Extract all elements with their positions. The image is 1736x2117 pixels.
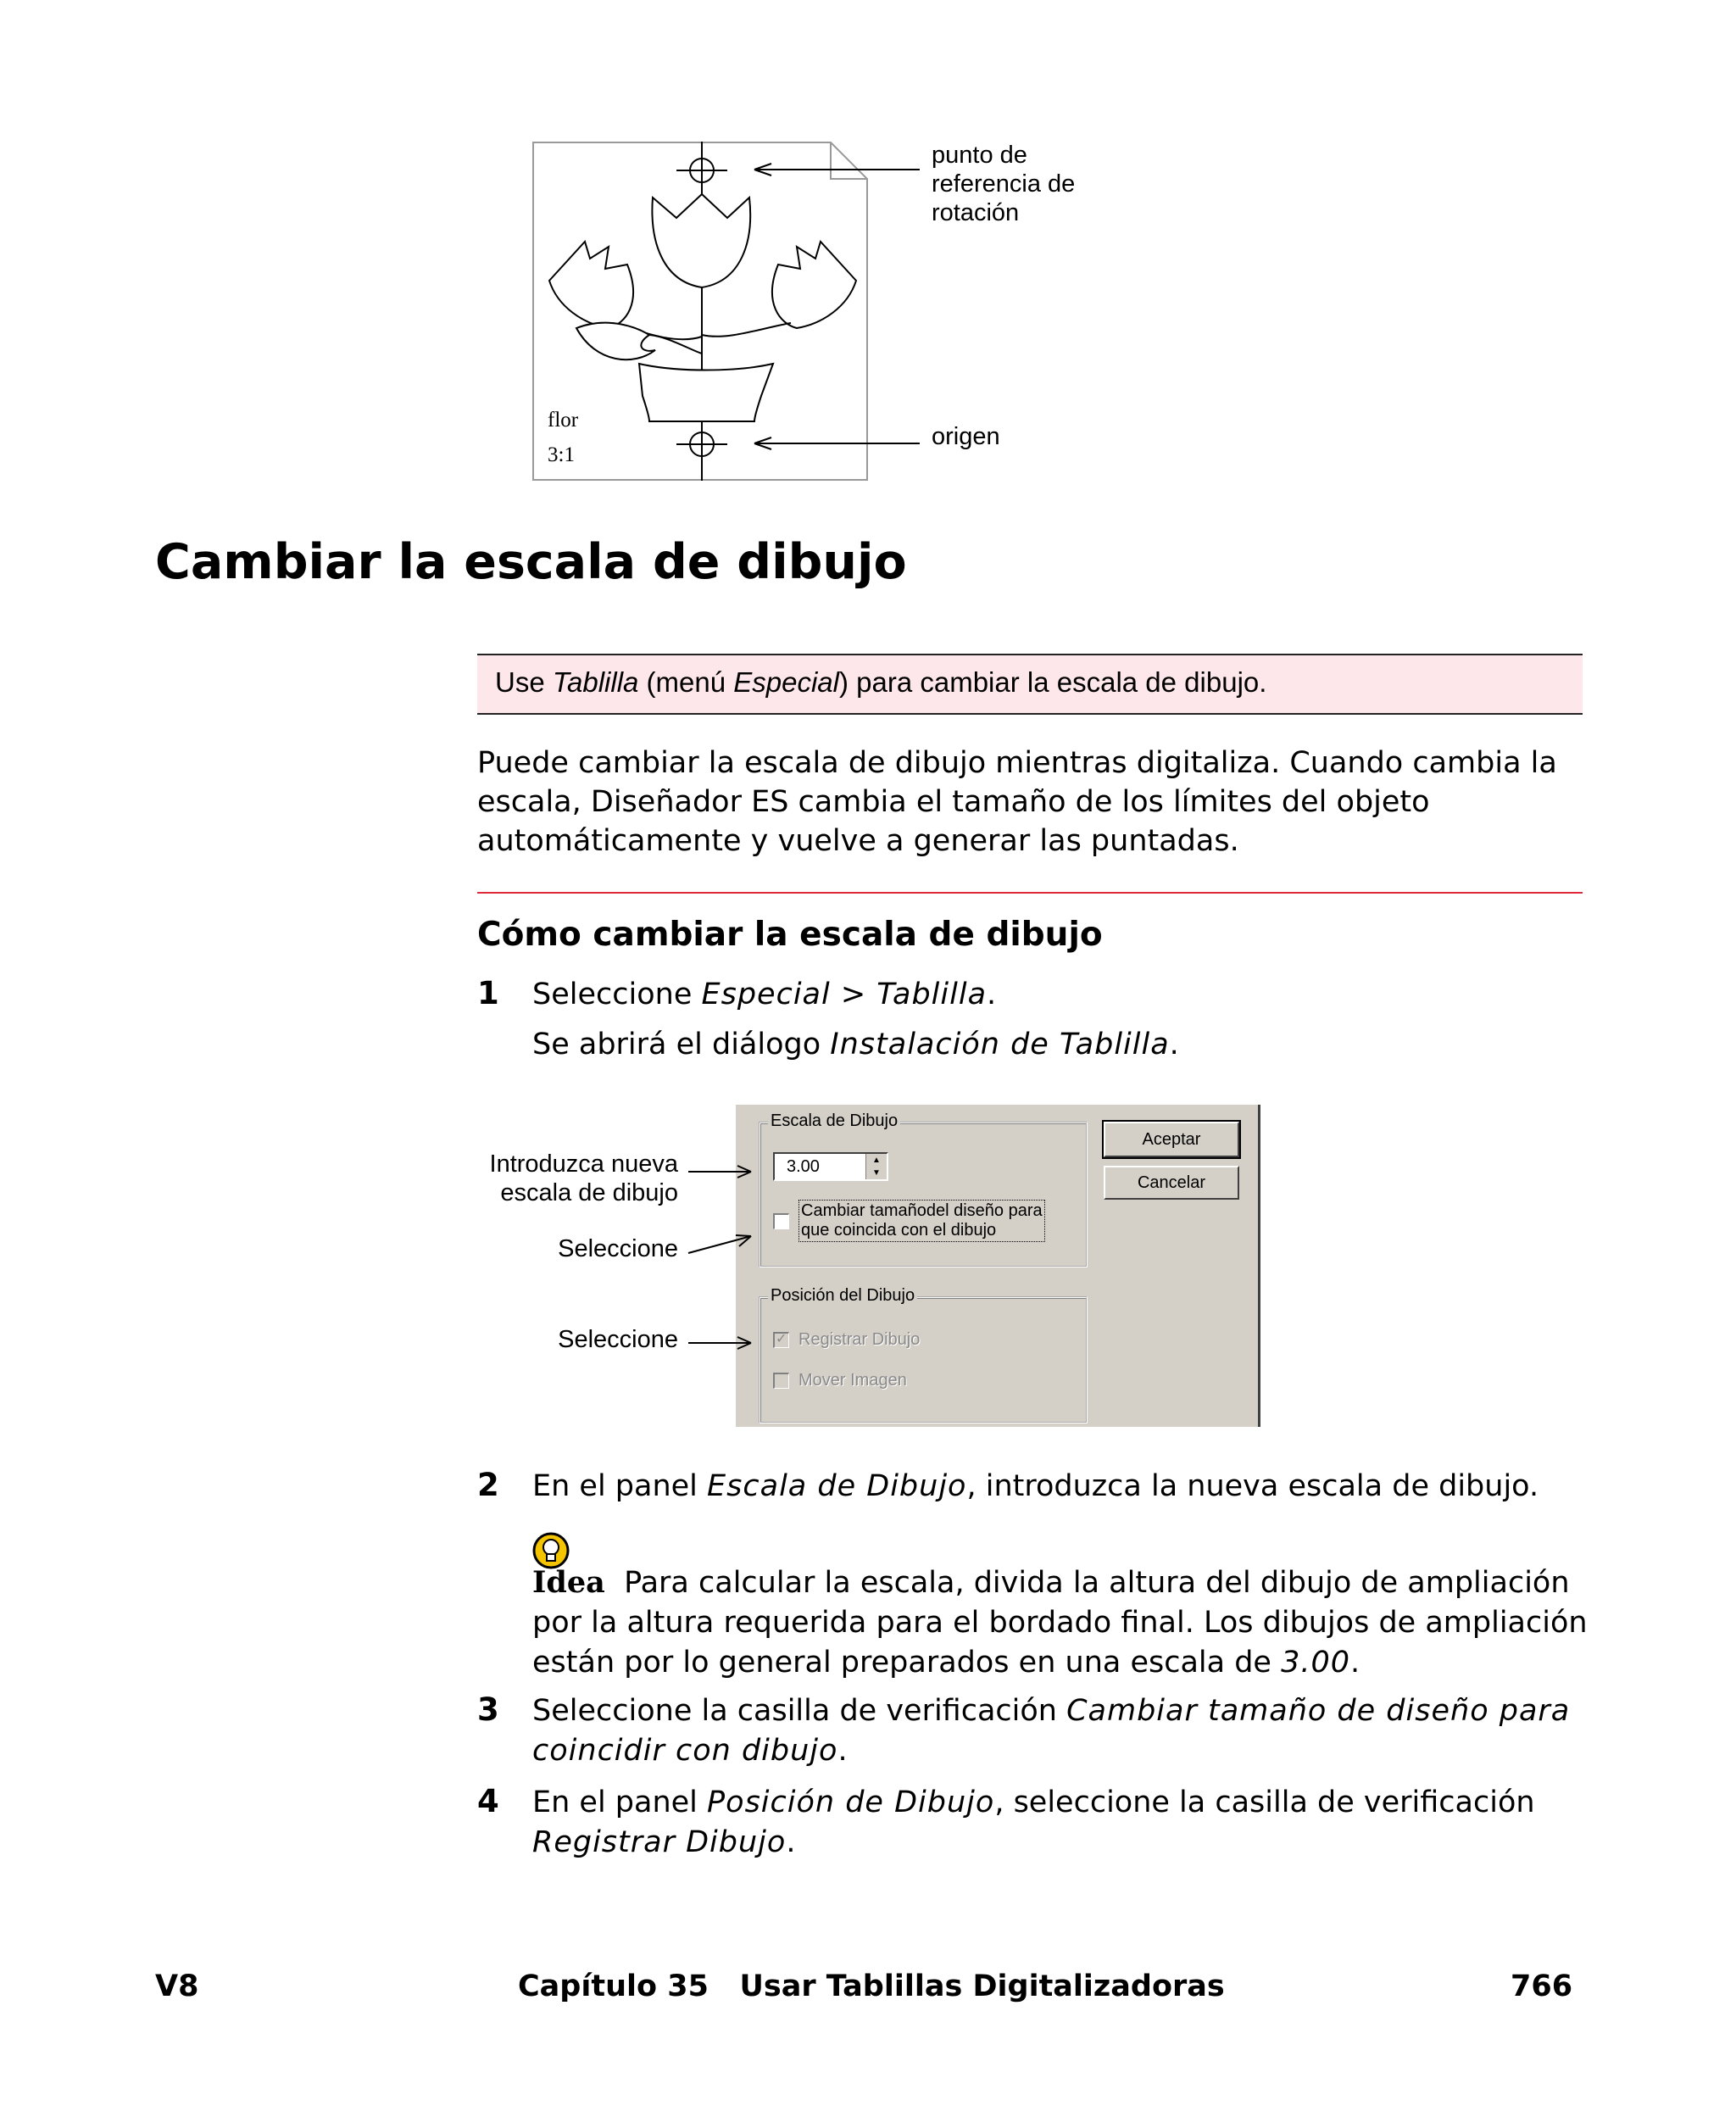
step-result-pre: Se abrirá el diálogo xyxy=(532,1028,831,1061)
step-number: 4 xyxy=(477,1783,499,1819)
step-result-post: . xyxy=(1169,1028,1179,1061)
tip-label: Idea xyxy=(532,1565,605,1600)
tip-paragraph xyxy=(532,1563,1592,1683)
step-text xyxy=(532,1467,1600,1507)
spin-up-icon[interactable]: ▲ xyxy=(865,1154,887,1167)
step-text xyxy=(532,975,1600,1015)
checkmark-icon: ✓ xyxy=(776,1332,787,1346)
shortcut-prefix: Use xyxy=(495,666,553,698)
resize-label-line-1: Cambiar tamañodel diseño para xyxy=(801,1201,1043,1220)
resize-label-line-2: que coincida con el dibujo xyxy=(801,1221,997,1240)
figure-label-arrows xyxy=(746,157,924,454)
move-image-label[interactable]: Mover Imagen xyxy=(798,1371,907,1390)
step-text xyxy=(532,1691,1592,1771)
position-group xyxy=(759,1296,1088,1423)
tablet-setup-dialog xyxy=(736,1105,1260,1427)
step-text-em: Especial > Tablilla xyxy=(701,978,988,1011)
howto-title: Cómo cambiar la escala de dibujo xyxy=(477,916,1103,954)
step-text-pre: En el panel xyxy=(532,1469,708,1503)
step-number: 3 xyxy=(477,1691,499,1728)
shortcut-middle: (menú xyxy=(638,666,734,698)
step-number: 1 xyxy=(477,975,499,1011)
shortcut-tool: Tablilla xyxy=(552,666,639,698)
callout-enter-scale xyxy=(475,1150,678,1207)
callout-select-resize: Seleccione xyxy=(558,1235,678,1262)
section-divider xyxy=(477,892,1583,894)
figure-caption-scale: 3:1 xyxy=(548,443,575,466)
cancel-button[interactable]: Cancelar xyxy=(1104,1166,1239,1200)
tip-text-em: 3.00 xyxy=(1281,1646,1351,1680)
step-text-pre: En el panel xyxy=(532,1786,708,1819)
step-text-post: , seleccione la casilla de verificación xyxy=(994,1786,1535,1819)
rotation-reference-label xyxy=(932,141,1075,227)
resize-design-checkbox[interactable] xyxy=(773,1213,789,1229)
step-text xyxy=(532,1783,1592,1863)
shortcut-text xyxy=(495,666,1266,699)
step-text-em: Cambiar tamaño de diseño para coincidir con dibujo xyxy=(532,1694,1571,1768)
step-text-post2: . xyxy=(786,1825,796,1859)
intro-paragraph: Puede cambiar la escala de dibujo mientras digitaliza. Cuando cambia la escala, Diseñador ES cambia el tamaño de los límites del objeto automáticamente y vuelve a generar las puntadas. xyxy=(477,746,1557,858)
rotation-label-line-1: punto de xyxy=(932,142,1027,169)
rotation-label-line-3: rotación xyxy=(932,199,1020,226)
step-text-em: Escala de Dibujo xyxy=(707,1469,967,1503)
section-title: Cambiar la escala de dibujo xyxy=(155,534,907,590)
step-text-pre: Seleccione la casilla de verificación xyxy=(532,1694,1067,1728)
shortcut-menu: Especial xyxy=(733,666,839,698)
scale-input[interactable]: 3.00 xyxy=(787,1157,820,1176)
position-group-title: Posición del Dibujo xyxy=(768,1286,917,1306)
callout-enter-scale-line-2: escala de dibujo xyxy=(500,1179,678,1206)
step-result xyxy=(532,1025,1600,1065)
callout-select-register: Seleccione xyxy=(558,1326,678,1353)
footer-version: V8 xyxy=(155,1969,199,2003)
step-text-post: . xyxy=(987,978,997,1011)
step-text-em: Posición de Dibujo xyxy=(707,1786,995,1819)
scale-group-title: Escala de Dibujo xyxy=(768,1111,900,1131)
callout-enter-scale-line-1: Introduzca nueva xyxy=(489,1150,678,1178)
tip-text: Para calcular la escala, divida la altura del dibujo de ampliación por la altura requerida para el bordado final. Los dibujos de ampliación están por lo general preparados en una escala de xyxy=(532,1566,1588,1680)
step-text-pre: Seleccione xyxy=(532,978,702,1011)
step-result-em: Instalación de Tablilla xyxy=(830,1028,1170,1061)
callout-arrows xyxy=(687,1153,754,1357)
move-image-checkbox[interactable] xyxy=(773,1373,789,1389)
resize-design-label[interactable] xyxy=(798,1200,1045,1242)
register-drawing-label[interactable]: Registrar Dibujo xyxy=(798,1330,921,1349)
step-number: 2 xyxy=(477,1467,499,1503)
footer-chapter: Capítulo 35 Usar Tablillas Digitalizadoras xyxy=(518,1969,1225,2003)
step-text-post: , introduzca la nueva escala de dibujo. xyxy=(966,1469,1539,1503)
figure-caption-name: flor xyxy=(548,409,579,432)
origin-label: origen xyxy=(932,423,1000,450)
scale-group xyxy=(759,1122,1088,1267)
step-text-post: . xyxy=(837,1734,848,1768)
tip-text-post: . xyxy=(1350,1646,1360,1680)
rotation-label-line-2: referencia de xyxy=(932,170,1076,198)
register-drawing-checkbox[interactable] xyxy=(773,1332,789,1348)
shortcut-suffix: ) para cambiar la escala de dibujo. xyxy=(838,666,1267,698)
shortcut-box xyxy=(477,654,1583,715)
footer-page-number: 766 xyxy=(1511,1969,1573,2003)
scale-spinbox[interactable] xyxy=(773,1152,888,1181)
step-text-em2: Registrar Dibujo xyxy=(532,1825,787,1859)
spin-down-icon[interactable]: ▼ xyxy=(865,1167,887,1179)
ok-button[interactable]: Aceptar xyxy=(1104,1122,1239,1157)
